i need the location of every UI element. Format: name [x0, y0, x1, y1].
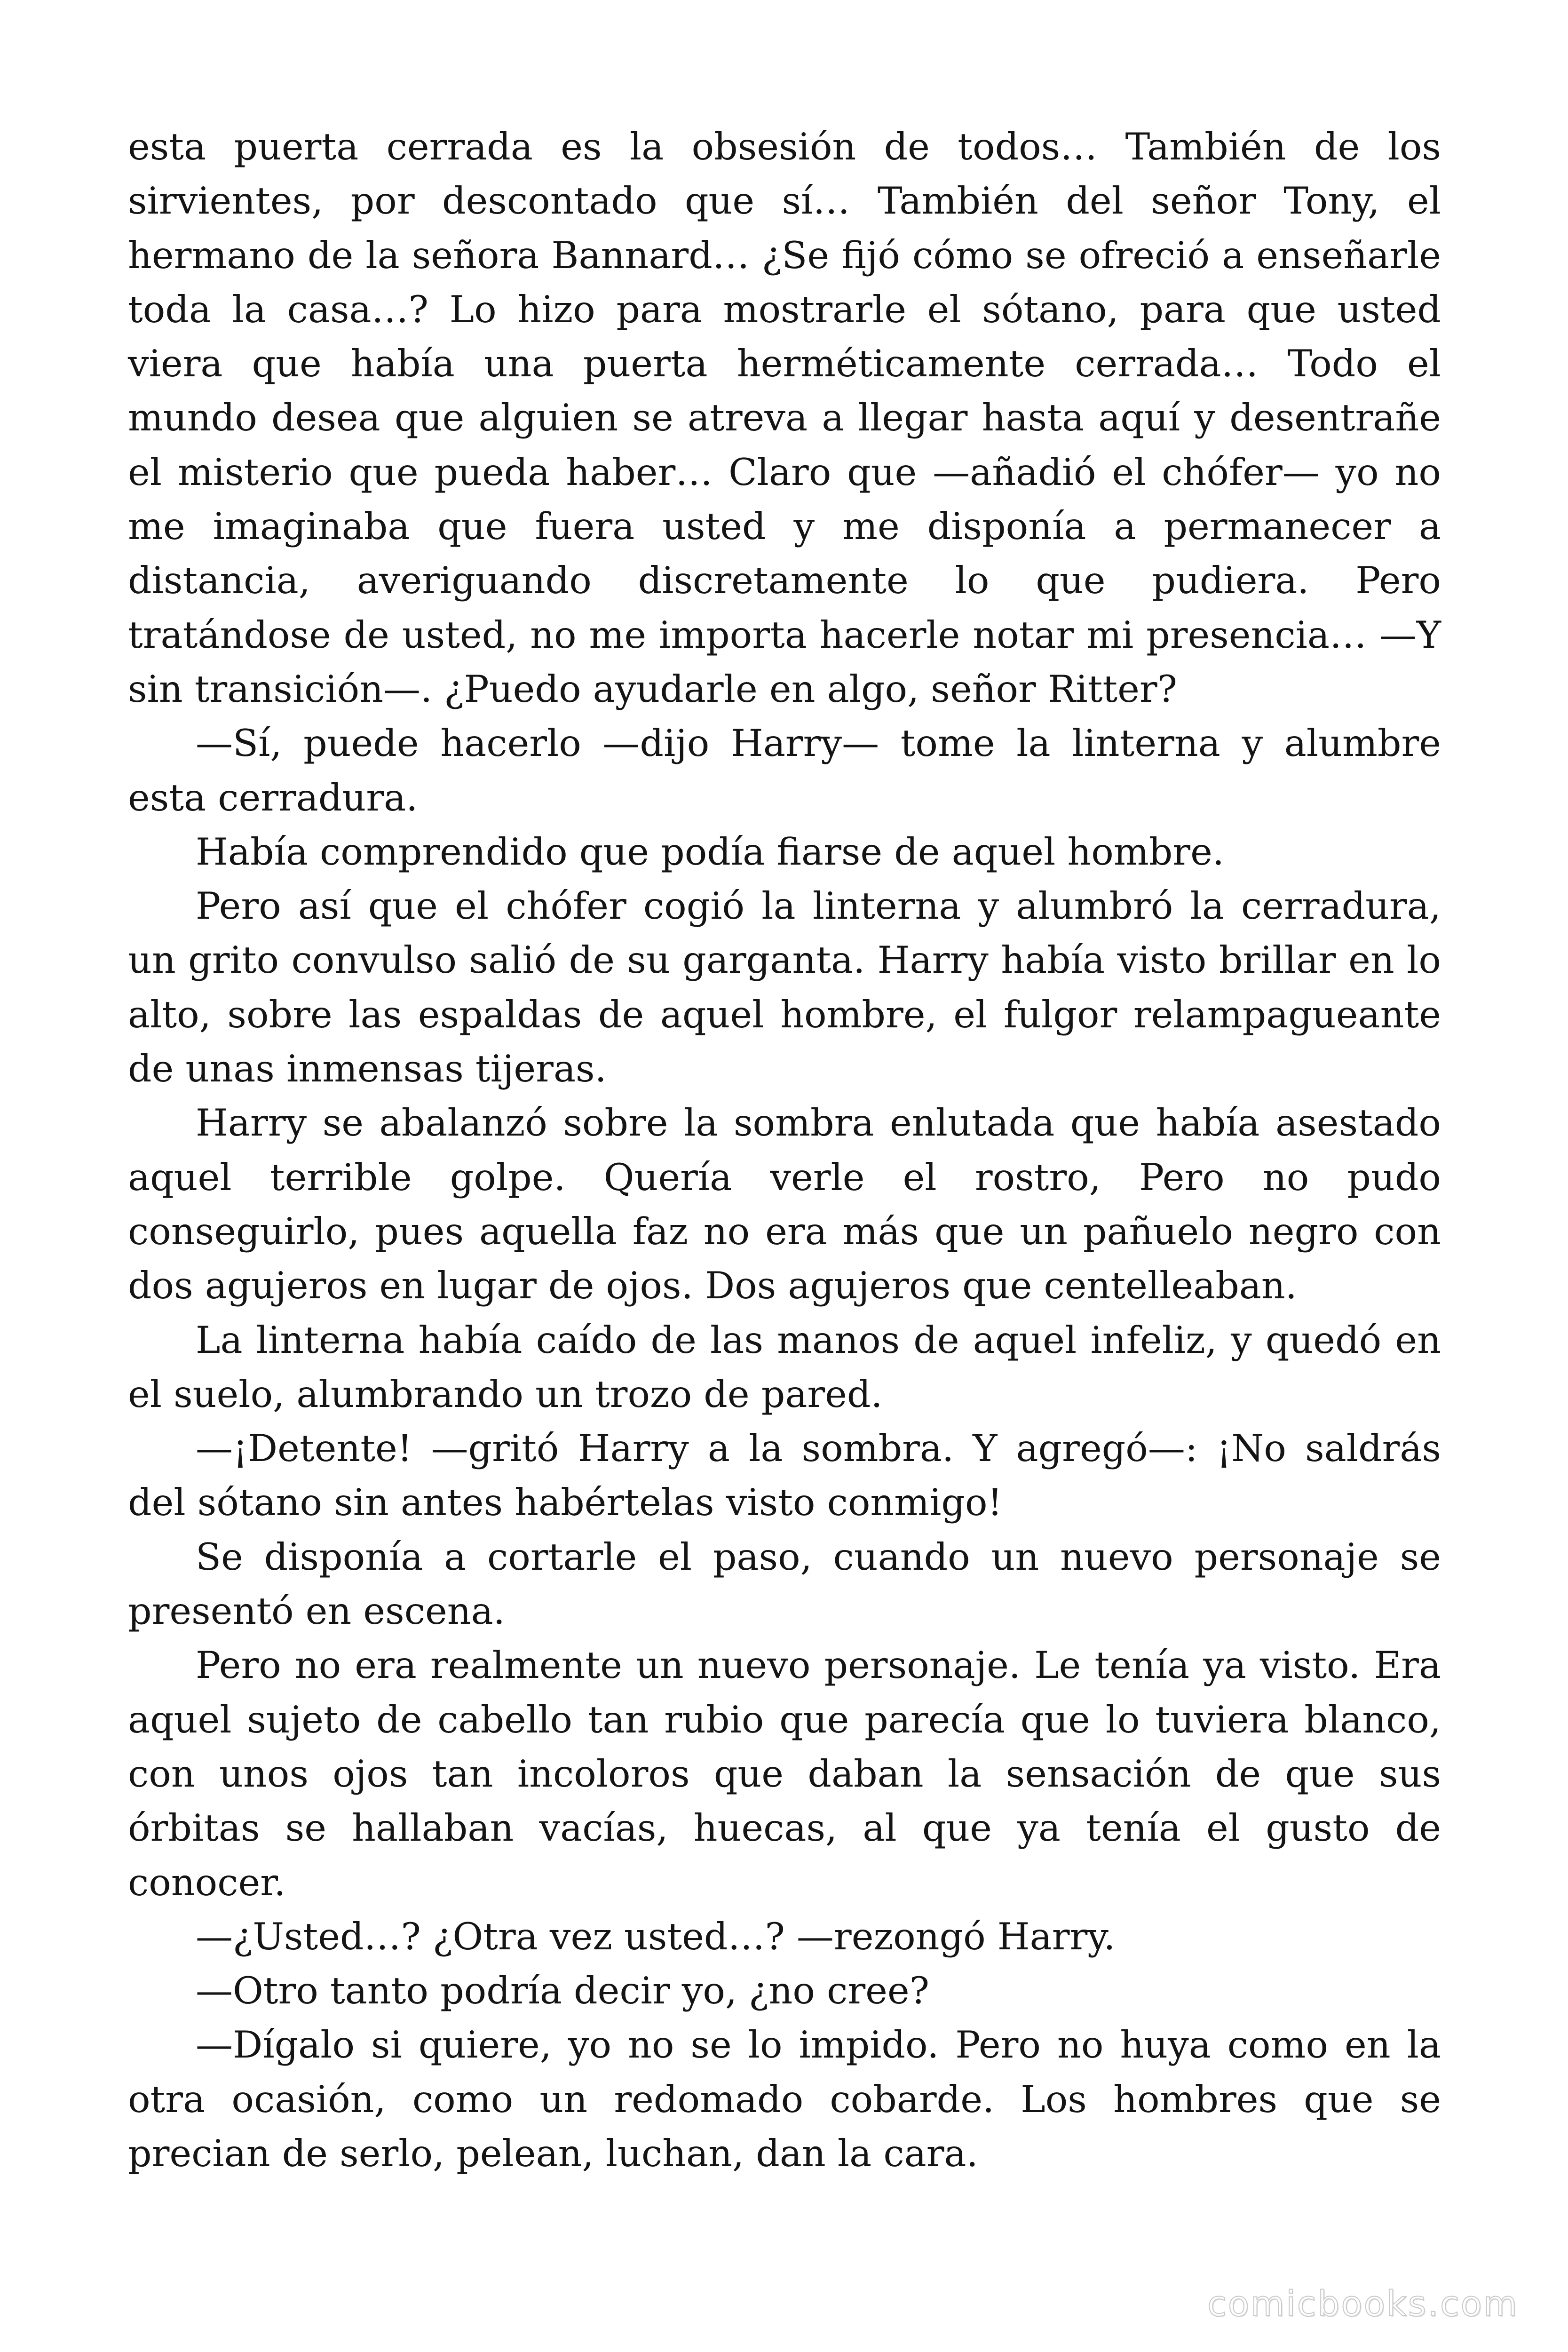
paragraph: —Sí, puede hacerlo —dijo Harry— tome la linterna y alumbre esta cerradura. — [128, 722, 1441, 819]
paragraph: —Dígalo si quiere, yo no se lo impido. Pero no huya como en la otra ocasión, como un redomado cobarde. Los hombres que se precian de serlo, pelean, luchan, dan la cara. — [128, 2023, 1441, 2175]
body-text — [128, 120, 1441, 2181]
paragraph: Pero no era realmente un nuevo personaje. Le tenía ya visto. Era aquel sujeto de cabello tan rubio que parecía que lo tuviera blanco, con unos ojos tan incoloros que daban la sensación de que sus órbitas se hallaban vacías, huecas, al que ya tenía el gusto de conocer. — [128, 1644, 1441, 1904]
paragraph: Había comprendido que podía fiarse de aquel hombre. — [196, 830, 1224, 874]
watermark: comicbooks.com — [1207, 2284, 1519, 2324]
paragraph: Se disponía a cortarle el paso, cuando un nuevo personaje se presentó en escena. — [128, 1535, 1441, 1633]
paragraph: —Otro tanto podría decir yo, ¿no cree? — [196, 1969, 929, 2013]
paragraph: esta puerta cerrada es la obsesión de todos… También de los sirvientes, por descontado que sí… También del señor Tony, el hermano de la señora Bannard… ¿Se fijó cómo se ofreció a enseñarle toda la casa…? Lo hizo para mostrarle el sótano, para que usted viera que había una puerta herméticamente cerrada… Todo el mundo desea que alguien se atreva a llegar hasta aquí y desentrañe el misterio que pueda haber… Claro que —añadió el chófer— yo no me imaginaba que fuera usted y me disponía a permanecer a distancia, averiguando discretamente lo que pudiera. Pero tratándose de usted, no me importa hacerle notar mi presencia… —Y sin transición—. ¿Puedo ayudarle en algo, señor Ritter? — [128, 125, 1441, 711]
paragraph: Harry se abalanzó sobre la sombra enlutada que había asestado aquel terrible golpe. Quería verle el rostro, Pero no pudo conseguirlo, pues aquella faz no era más que un pañuelo negro con dos agujeros en lugar de ojos. Dos agujeros que centelleaban. — [128, 1101, 1441, 1308]
paragraph: —¿Usted…? ¿Otra vez usted…? —rezongó Harry. — [196, 1915, 1116, 1958]
paragraph: —¡Detente! —gritó Harry a la sombra. Y agregó—: ¡No saldrás del sótano sin antes habértelas visto conmigo! — [128, 1427, 1441, 1525]
paragraph: Pero así que el chófer cogió la linterna y alumbró la cerradura, un grito convulso salió de su garganta. Harry había visto brillar en lo alto, sobre las espaldas de aquel hombre, el fulgor relampagueante de unas inmensas tijeras. — [128, 884, 1441, 1091]
paragraph: La linterna había caído de las manos de aquel infeliz, y quedó en el suelo, alumbrando un trozo de pared. — [128, 1318, 1441, 1416]
